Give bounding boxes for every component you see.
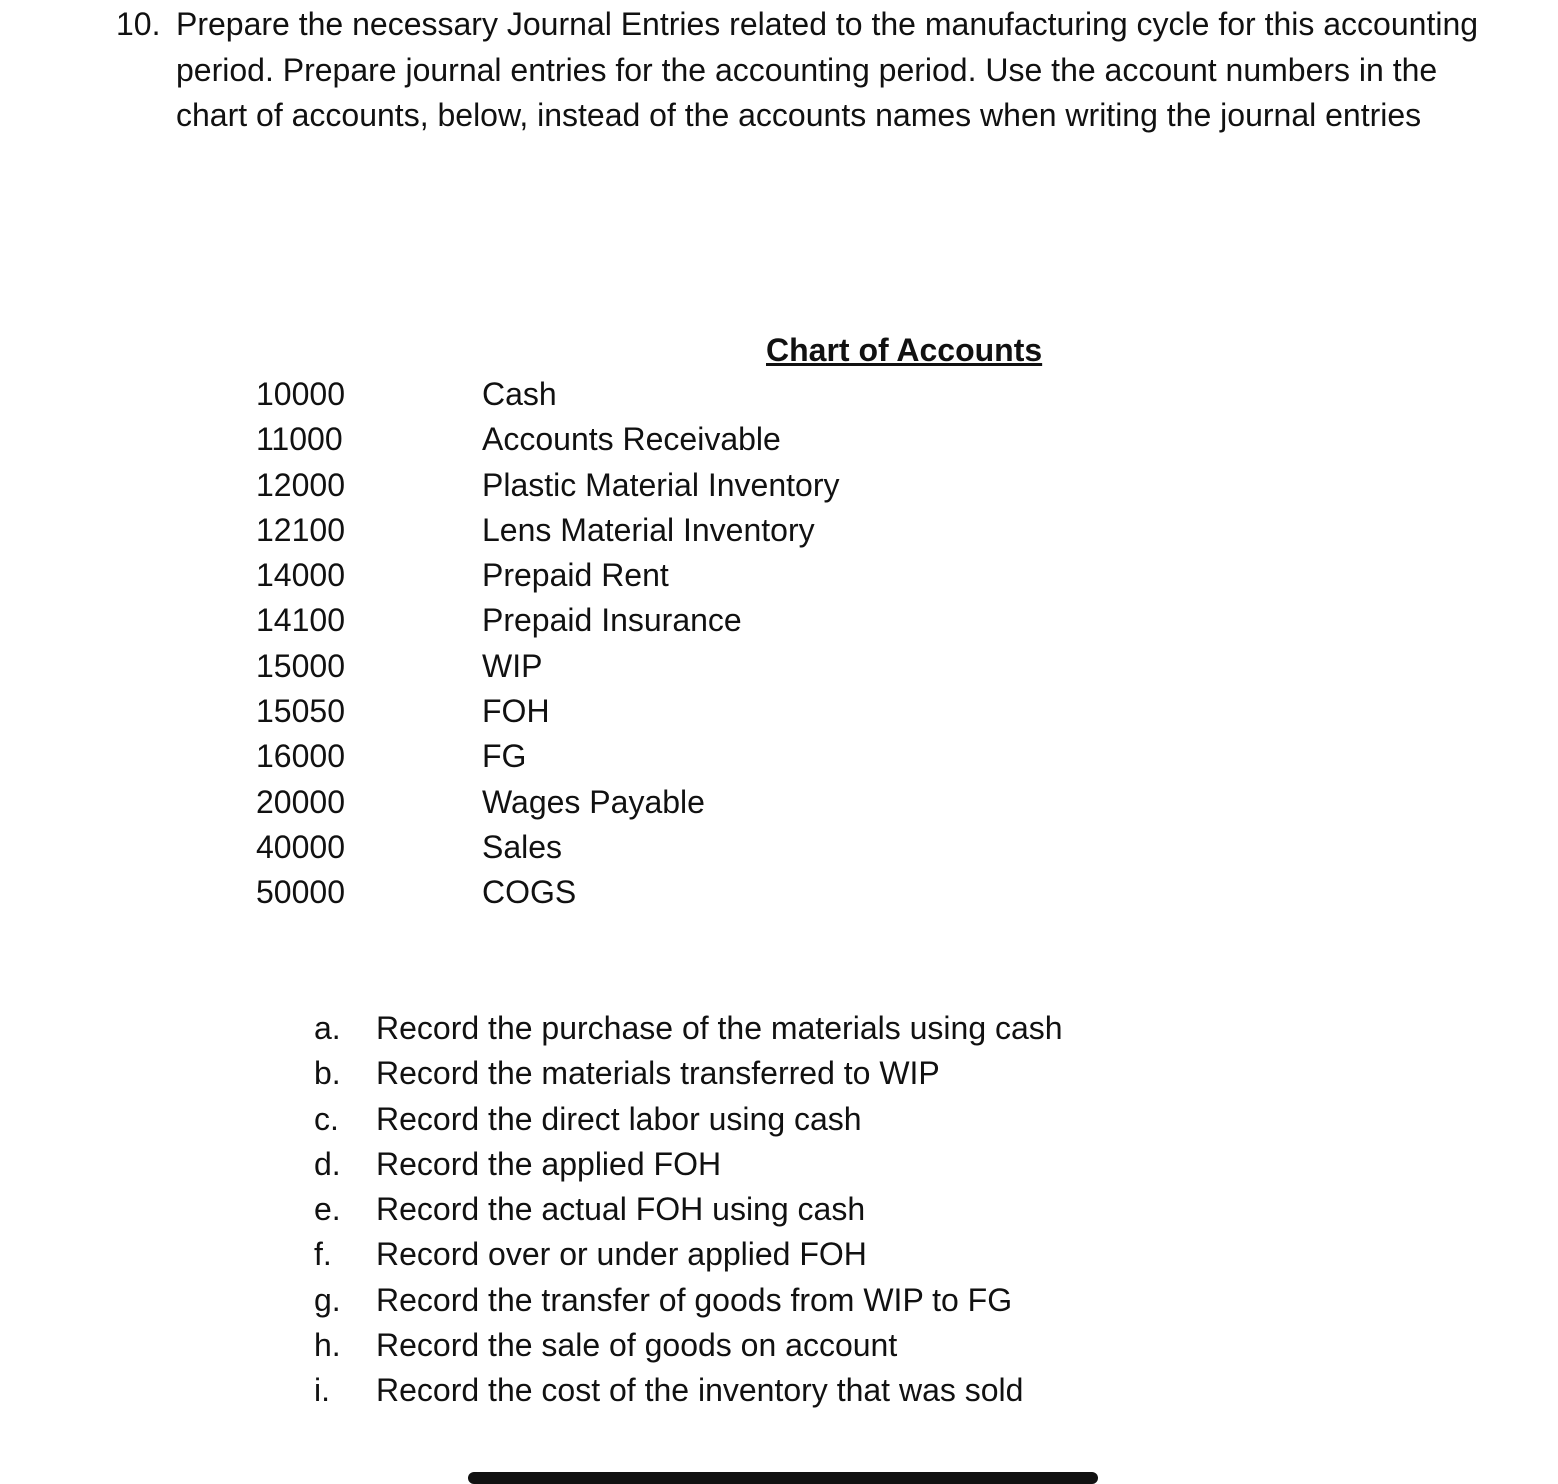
task-text: Record the materials transferred to WIP bbox=[376, 1055, 940, 1092]
question-block bbox=[116, 2, 1516, 139]
account-row bbox=[256, 644, 839, 689]
task-letter: a. bbox=[314, 1010, 341, 1046]
task-item bbox=[314, 1051, 1063, 1096]
account-row bbox=[256, 508, 839, 553]
account-row bbox=[256, 553, 839, 598]
account-row bbox=[256, 825, 839, 870]
chart-of-accounts-title: Chart of Accounts bbox=[766, 332, 1043, 368]
account-number: 14100 bbox=[256, 602, 345, 639]
task-item bbox=[314, 1278, 1063, 1323]
task-letter: g. bbox=[314, 1281, 341, 1318]
question-text: Prepare the necessary Journal Entries related to the manufacturing cycle for this accounting period. Prepare journal entries for the accounting period. Use the account numbers in the chart of accounts, below, instead of the accounts names when writing the journal entries bbox=[176, 6, 1479, 133]
task-text: Record the applied FOH bbox=[376, 1145, 722, 1182]
task-letter: e. bbox=[314, 1191, 341, 1228]
accounts-list bbox=[256, 372, 839, 916]
task-item bbox=[314, 1187, 1063, 1232]
task-list bbox=[314, 1006, 1063, 1414]
task-item bbox=[314, 1368, 1063, 1413]
account-name: Prepaid Rent bbox=[482, 557, 669, 594]
account-name: Sales bbox=[482, 828, 563, 865]
task-text: Record the purchase of the materials using cash bbox=[376, 1010, 1063, 1046]
account-row bbox=[256, 734, 839, 779]
account-number: 12100 bbox=[256, 511, 345, 548]
account-row bbox=[256, 598, 839, 643]
task-text: Record the direct labor using cash bbox=[376, 1100, 862, 1137]
account-name: WIP bbox=[482, 647, 543, 684]
account-row bbox=[256, 870, 839, 915]
account-number: 16000 bbox=[256, 738, 345, 775]
account-number: 40000 bbox=[256, 828, 345, 865]
task-text: Record the actual FOH using cash bbox=[376, 1191, 866, 1228]
scroll-indicator-bar bbox=[468, 1472, 1098, 1484]
account-name: Wages Payable bbox=[482, 783, 705, 820]
account-name: Prepaid Insurance bbox=[482, 602, 742, 639]
task-text: Record the transfer of goods from WIP to FG bbox=[376, 1281, 1013, 1318]
account-name: Lens Material Inventory bbox=[482, 511, 815, 548]
account-name: FOH bbox=[482, 693, 550, 730]
task-text: Record the sale of goods on account bbox=[376, 1327, 898, 1364]
task-item bbox=[314, 1006, 1063, 1051]
question-number: 10. bbox=[116, 6, 161, 42]
account-row bbox=[256, 463, 839, 508]
account-number: 14000 bbox=[256, 557, 345, 594]
task-text: Record the cost of the inventory that was sold bbox=[376, 1372, 1024, 1409]
task-letter: i. bbox=[314, 1372, 330, 1409]
task-letter: c. bbox=[314, 1100, 339, 1137]
account-number: 10000 bbox=[256, 376, 345, 412]
account-name: COGS bbox=[482, 874, 577, 911]
task-text: Record over or under applied FOH bbox=[376, 1236, 867, 1273]
task-item bbox=[314, 1097, 1063, 1142]
account-name: Cash bbox=[482, 376, 557, 412]
account-row bbox=[256, 689, 839, 734]
account-name: Accounts Receivable bbox=[482, 421, 781, 458]
task-letter: d. bbox=[314, 1145, 341, 1182]
account-number: 15000 bbox=[256, 647, 345, 684]
task-letter: b. bbox=[314, 1055, 341, 1092]
account-row bbox=[256, 372, 839, 417]
account-row bbox=[256, 417, 839, 462]
account-number: 12000 bbox=[256, 466, 345, 503]
account-number: 11000 bbox=[256, 421, 343, 458]
account-name: Plastic Material Inventory bbox=[482, 466, 840, 503]
task-item bbox=[314, 1323, 1063, 1368]
task-item bbox=[314, 1142, 1063, 1187]
account-number: 50000 bbox=[256, 874, 345, 911]
task-letter: h. bbox=[314, 1327, 341, 1364]
account-name: FG bbox=[482, 738, 527, 775]
account-row bbox=[256, 780, 839, 825]
account-number: 20000 bbox=[256, 783, 345, 820]
account-number: 15050 bbox=[256, 693, 345, 730]
task-item bbox=[314, 1232, 1063, 1277]
task-letter: f. bbox=[314, 1236, 332, 1273]
